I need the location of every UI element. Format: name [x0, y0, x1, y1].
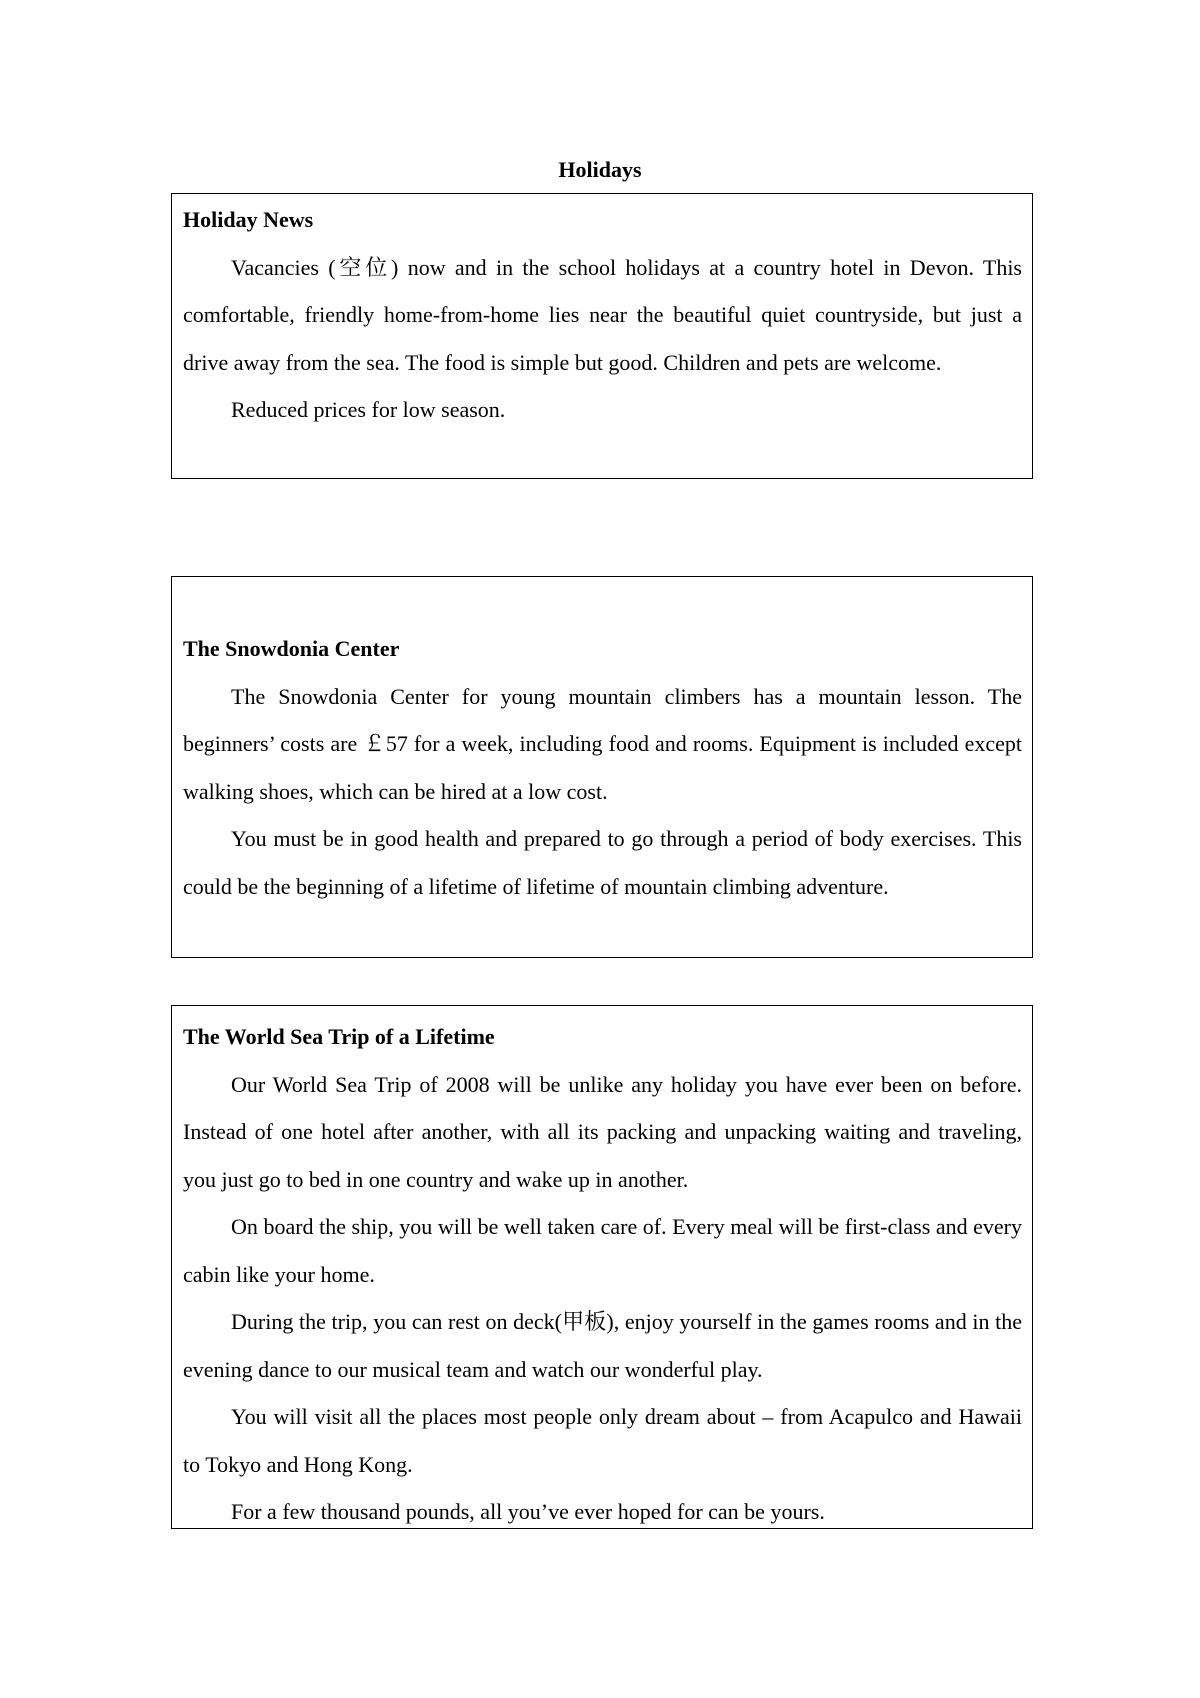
- snowdonia-center-box: [171, 576, 1033, 958]
- section-paragraph: On board the ship, you will be well taken care of. Every meal will be first-class and every cabin like your home.: [183, 1214, 1022, 1287]
- section-paragraph: For a few thousand pounds, all you’ve ever hoped for can be yours.: [231, 1499, 825, 1524]
- section-paragraph: You will visit all the places most people only dream about – from Acapulco and Hawaii to Tokyo and Hong Kong.: [183, 1404, 1022, 1477]
- section-paragraph: The Snowdonia Center for young mountain climbers has a mountain lesson. The beginners’ costs are ￡57 for a week, including food and rooms. Equipment is included except walking shoes, which can be hired at a low cost.: [183, 683, 1022, 804]
- section-paragraph: Our World Sea Trip of 2008 will be unlike any holiday you have ever been on before. Instead of one hotel after another, with all its packing and unpacking waiting and traveling, you just go to bed in one country and wake up in another.: [183, 1071, 1022, 1192]
- page-title: Holidays: [558, 157, 642, 182]
- world-sea-trip-box: [171, 1005, 1033, 1529]
- section-paragraph: Vacancies (空位) now and in the school holidays at a country hotel in Devon. This comfortable, friendly home-from-home lies near the beautiful quiet countryside, but just a drive away from the sea. The food is simple but good. Children and pets are welcome.: [183, 254, 1022, 375]
- holiday-news-box: [171, 193, 1033, 479]
- section-heading: Holiday News: [183, 207, 314, 232]
- section-heading: The Snowdonia Center: [183, 636, 400, 661]
- section-paragraph: During the trip, you can rest on deck(甲板), enjoy yourself in the games rooms and in the evening dance to our musical team and watch our wonderful play.: [183, 1309, 1022, 1382]
- section-paragraph: Reduced prices for low season.: [231, 397, 506, 422]
- section-heading: The World Sea Trip of a Lifetime: [183, 1024, 495, 1049]
- section-paragraph: You must be in good health and prepared to go through a period of body exercises. This could be the beginning of a lifetime of lifetime of mountain climbing adventure.: [183, 826, 1022, 899]
